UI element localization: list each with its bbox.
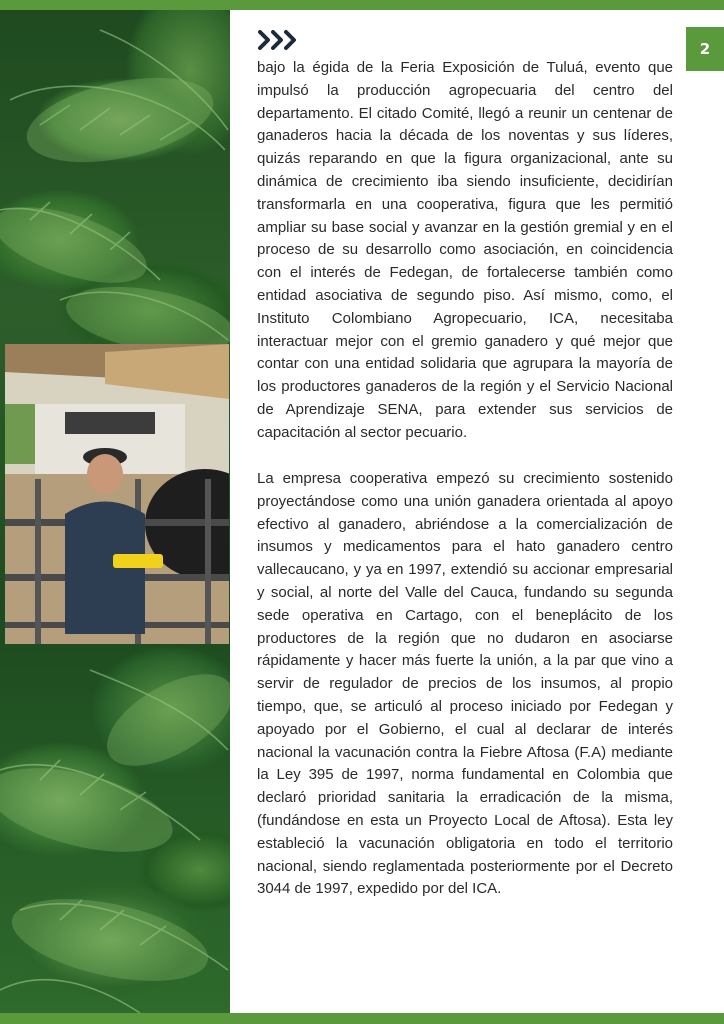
top-accent-bar bbox=[0, 0, 724, 10]
triple-chevron-right-icon bbox=[257, 29, 299, 51]
page-number-badge: 2 bbox=[686, 27, 724, 71]
body-paragraph-2: La empresa cooperativa empezó su crecimiento sostenido proyectándose como una unión ganadera orientada al apoyo efectivo al ganadero, abriéndose a la comercialización de insumos y medicamentos para el hato ganadero centro vallecaucano, y ya en 1997, extendió su accionar empresarial y social, al norte del Valle del Cauca, fundando su segunda sede operativa en Cartago, con el beneplácito de los productores de la región que no dudaron en asociarse rápidamente y hacer más fuerte la unión, a la par que vino a servir de regulador de precios de los insumos, al propio tiempo, que, se articuló al proceso iniciado por Fedegan y apoyado por el Gobierno, el cual al declarar de interés nacional la vacunación contra la Fiebre Aftosa (F.A) mediante la Ley 395 de 1997, norma fundamental en Colombia que declaró prioridad sanitaria la erradicación de la misma, (fundándose en esta un Proyecto Local de Aftosa). Esta ley estableció la vacunación obligatoria en todo el territorio nacional, siendo reglamentada posteriormente por el Decreto 3044 de 1997, expedido por del ICA. bbox=[257, 470, 673, 898]
body-paragraph-1: bajo la égida de la Feria Exposición de Tuluá, evento que impulsó la producción agropecuaria del centro del departamento. El citado Comité, llegó a reunir un centenar de ganaderos hacia la década de los noventas y sus líderes, quizás reparando en que la figura organizacional, ante su dinámica de crecimiento iba siendo insuficiente, decidirían transformarla en una cooperativa, figura que les permitió ampliar su base social y avanzar en la gestión gremial y en el proceso de su desarrollo como asociación, en coincidencia con el interés de Fedegan, de fortalecerse también como entidad asociativa de segundo piso. Así mismo, como, el Instituto Colombiano Agropecuario, ICA, necesitaba interactuar mejor con el gremio ganadero y qué mejor que contar con una entidad solidaria que agrupara la mayoría de los productores ganaderos de la región y el Servicio Nacional de Aprendizaje SENA, para extender sus servicios de capacitación al sector pecuario. bbox=[257, 59, 673, 441]
bottom-accent-bar bbox=[0, 1013, 724, 1024]
rancher-vaccinating-cattle-photo bbox=[5, 344, 229, 644]
